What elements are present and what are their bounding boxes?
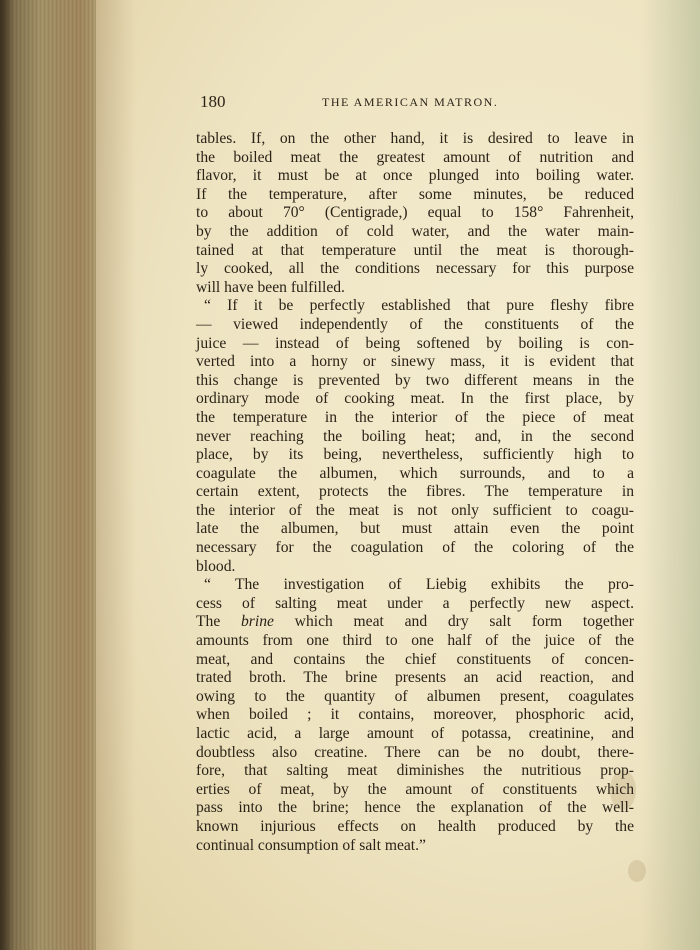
book-page-edges	[0, 0, 100, 950]
page-header	[200, 92, 640, 114]
text-line: — viewed independently of the constituents of the	[196, 315, 634, 333]
text-line: erties of meat, by the amount of constituents which	[196, 780, 634, 798]
text-line: doubtless also creatine. There can be no doubt, there-	[196, 743, 634, 761]
text-line: “ If it be perfectly established that pure fleshy fibre	[204, 297, 634, 315]
foxing-stain	[628, 860, 646, 882]
body-text	[196, 130, 634, 855]
text-line: late the albumen, but must attain even the point	[196, 520, 634, 538]
text-line: juice — instead of being softened by boiling is con-	[196, 334, 634, 352]
text-line: when boiled ; it contains, moreover, phosphoric acid,	[196, 706, 634, 724]
text-line: “ The investigation of Liebig exhibits the pro-	[204, 576, 634, 594]
emphasis-brine: brine	[241, 613, 274, 631]
text-line: blood.	[196, 557, 236, 575]
text-line: the temperature in the interior of the piece of meat	[196, 408, 634, 426]
text-line: the boiled meat the greatest amount of nutrition and	[196, 148, 634, 166]
text-line: The brine which meat and dry salt form together	[196, 613, 634, 631]
text-line: certain extent, protects the fibres. The temperature in	[196, 483, 634, 501]
text-line: coagulate the albumen, which surrounds, and to a	[196, 464, 634, 482]
text-line: fore, that salting meat diminishes the nutritious prop-	[196, 762, 634, 780]
text-line: necessary for the coagulation of the coloring of the	[196, 539, 634, 557]
text-line: flavor, it must be at once plunged into boiling water.	[196, 167, 634, 185]
text-line: lactic acid, a large amount of potassa, creatinine, and	[196, 725, 634, 742]
text-line: continual consumption of salt meat.”	[196, 836, 426, 854]
text-line: never reaching the boiling heat; and, in the second	[196, 427, 634, 445]
text-line: by the addition of cold water, and the water main-	[196, 222, 634, 240]
text-line: will have been fulfilled.	[196, 278, 345, 296]
text-line: known injurious effects on health produced by the	[196, 817, 634, 835]
text-line: the interior of the meat is not only sufficient to coagu-	[196, 501, 634, 519]
text-line: ly cooked, all the conditions necessary for this purpose	[196, 260, 634, 278]
running-title: THE AMERICAN MATRON.	[322, 95, 499, 109]
text-line: tained at that temperature until the meat is thorough-	[196, 241, 634, 259]
text-line: meat, and contains the chief constituents of concen-	[196, 650, 634, 668]
text-line: amounts from one third to one half of the juice of the	[196, 632, 634, 650]
text-line: If the temperature, after some minutes, be reduced	[196, 185, 634, 203]
text-line: owing to the quantity of albumen present, coagulates	[196, 687, 634, 705]
page-number: 180	[200, 92, 226, 111]
text-line: pass into the brine; hence the explanation of the well-	[196, 799, 634, 817]
text-line: place, by its being, nevertheless, sufficiently high to	[196, 446, 634, 464]
text-line: cess of salting meat under a perfectly new aspect.	[196, 594, 634, 612]
text-line: ordinary mode of cooking meat. In the first place, by	[196, 390, 634, 408]
text-line: this change is prevented by two different means in the	[196, 371, 634, 389]
text-line: to about 70° (Centigrade,) equal to 158° Fahrenheit,	[196, 204, 634, 222]
text-line: trated broth. The brine presents an acid reaction, and	[196, 669, 634, 687]
text-line: verted into a horny or sinewy mass, it is evident that	[196, 353, 634, 371]
binding-shadow	[0, 0, 14, 950]
text-line: tables. If, on the other hand, it is desired to leave in	[196, 130, 634, 147]
